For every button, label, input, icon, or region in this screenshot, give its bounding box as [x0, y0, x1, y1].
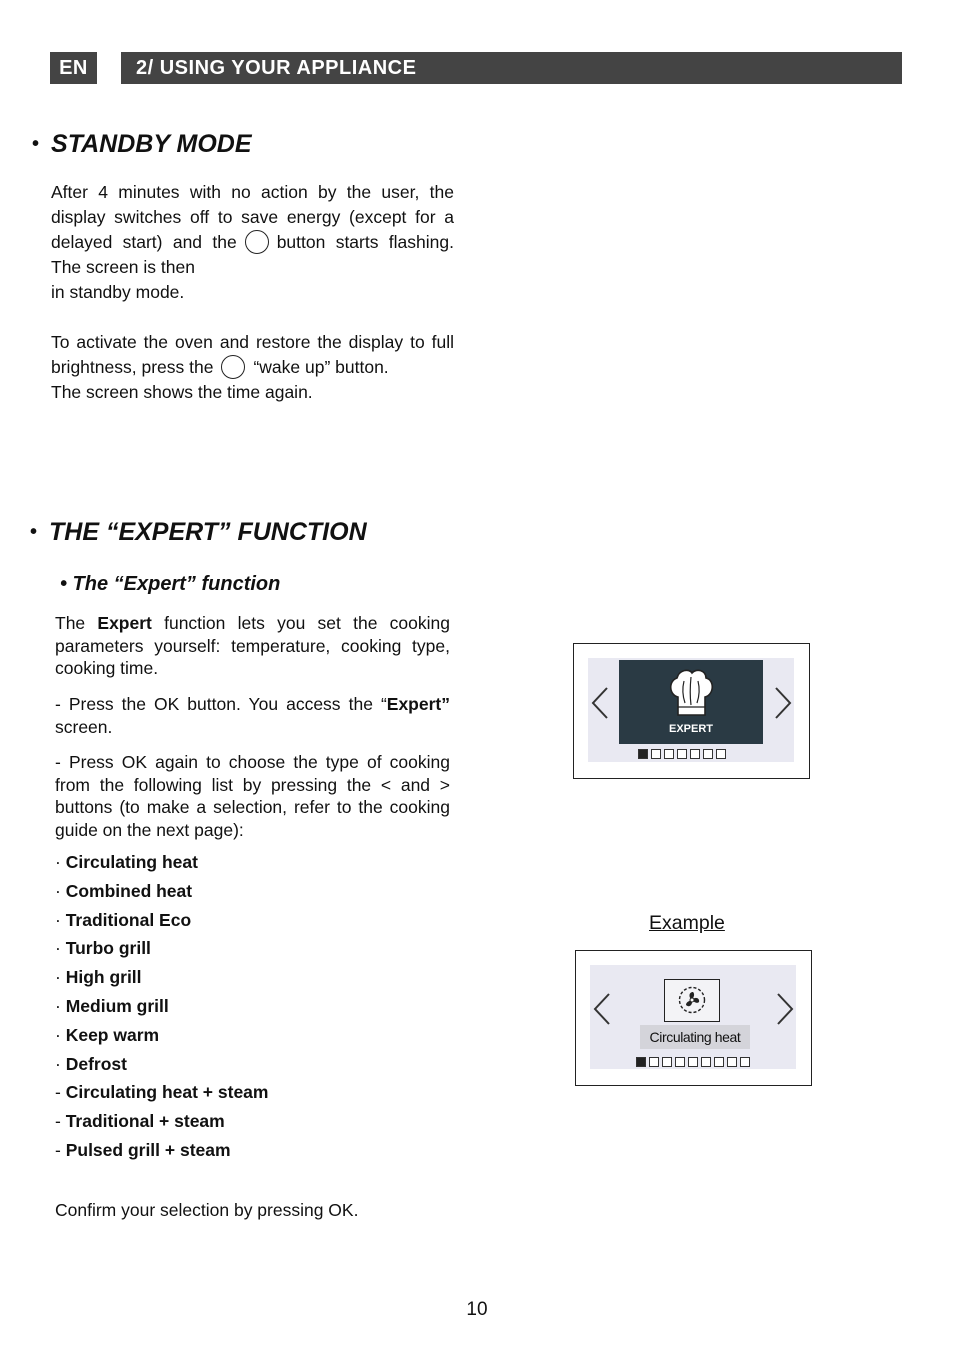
bullet: •: [32, 133, 40, 155]
chevron-right-icon: [773, 686, 793, 720]
function-label: Circulating heat: [640, 1025, 750, 1049]
expert-screen-illustration: [573, 643, 810, 779]
standby-p2-text-b: “wake up” button.: [253, 357, 389, 377]
chevron-left-icon: [590, 686, 610, 720]
cooking-function-item: [55, 877, 268, 906]
cooking-function-item: [55, 848, 268, 877]
standby-p1-text-c: in standby mode.: [51, 282, 185, 302]
page-indicator: [638, 749, 726, 759]
page-dot: [727, 1057, 737, 1067]
cooking-function-item: [55, 1021, 268, 1050]
standby-p1-text: After 4 minutes with no action by the user, the display switches off to save energy (except for a delayed start) and the: [51, 182, 454, 252]
page-dot: [662, 1057, 672, 1067]
bullet: •: [30, 521, 38, 543]
page-dot-active: [638, 749, 648, 759]
cooking-function-label: Keep warm: [65, 1024, 160, 1045]
chef-hat-icon: [665, 667, 717, 719]
page-dot: [703, 749, 713, 759]
chevron-left-icon: [592, 992, 612, 1026]
page-dot: [688, 1057, 698, 1067]
fan-icon: [677, 985, 707, 1015]
cooking-function-label: Medium grill: [65, 995, 169, 1016]
expert-step-1: [55, 693, 450, 738]
expert-intro-text: The: [55, 613, 86, 633]
list-bullet: -: [55, 1111, 66, 1132]
step1-bold: Expert”: [386, 694, 450, 714]
cooking-function-item: [55, 1136, 268, 1165]
step1-text: - Press the OK button. You access the “: [55, 694, 387, 714]
standby-paragraph-2: [51, 330, 454, 405]
cooking-function-item: [55, 1107, 268, 1136]
standby-p2-text: To activate the oven and restore the display to full brightness, press the: [51, 332, 454, 377]
list-bullet: ·: [55, 995, 66, 1016]
example-caption: Example: [649, 912, 725, 934]
cooking-function-label: Circulating heat + steam: [65, 1082, 269, 1103]
list-bullet: ·: [55, 852, 66, 872]
list-bullet: ·: [55, 880, 66, 901]
page-dot: [677, 749, 687, 759]
page-number: 10: [466, 1299, 488, 1320]
circulating-heat-screen-illustration: [575, 950, 812, 1086]
cooking-function-list: [55, 848, 268, 1165]
expert-intro-bold: Expert: [97, 613, 152, 633]
page-dot: [649, 1057, 659, 1067]
step1-text-b: screen.: [55, 716, 113, 737]
list-bullet: -: [55, 1082, 66, 1103]
expert-tile: [619, 660, 763, 744]
cooking-function-item: [55, 992, 268, 1021]
standby-p2-text-c: The screen shows the time again.: [51, 382, 313, 402]
page-dot: [675, 1057, 685, 1067]
expert-subtitle: • The “Expert” function: [60, 573, 281, 595]
cooking-function-item: [55, 963, 268, 992]
page-dot: [716, 749, 726, 759]
cooking-function-label: Defrost: [65, 1053, 127, 1074]
list-bullet: ·: [55, 1053, 66, 1074]
wake-up-button-icon: [221, 355, 245, 379]
page-dot: [664, 749, 674, 759]
power-button-icon: [245, 230, 269, 254]
expert-step-2: - Press OK again to choose the type of cooking from the following list by pressing the < and > buttons (to make a selection, refer to the cooking guide on the next page):: [55, 752, 450, 840]
standby-paragraph-1: [51, 180, 454, 305]
standby-heading: [32, 130, 252, 159]
cooking-function-label: Pulsed grill + steam: [65, 1139, 231, 1160]
cooking-function-label: Traditional + steam: [65, 1111, 225, 1132]
expert-intro-text-b: function lets you set the cooking parameters yourself: temperature, cooking type, cooking time.: [55, 613, 450, 678]
cooking-function-label: High grill: [65, 967, 142, 988]
list-bullet: -: [55, 1139, 66, 1160]
standby-title: STANDBY MODE: [51, 130, 252, 158]
page-dot-active: [636, 1057, 646, 1067]
section-header: 2/ USING YOUR APPLIANCE: [121, 52, 902, 84]
cooking-function-label: Combined heat: [65, 880, 193, 901]
list-bullet: ·: [55, 1024, 66, 1045]
cooking-function-label: Circulating heat: [65, 852, 198, 872]
page-dot: [651, 749, 661, 759]
standby-p1-text-b: button starts flashing. The screen is then: [51, 232, 454, 277]
cooking-function-label: Traditional Eco: [65, 909, 192, 930]
list-bullet: ·: [55, 938, 66, 959]
cooking-function-item: [55, 1078, 268, 1107]
page-dot: [714, 1057, 724, 1067]
expert-heading: [30, 518, 367, 547]
page-dot: [690, 749, 700, 759]
expert-tile-label: EXPERT: [668, 723, 713, 735]
language-tag: EN: [50, 52, 97, 84]
cooking-function-item: [55, 934, 268, 963]
list-bullet: ·: [55, 909, 66, 930]
cooking-function-item: [55, 1050, 268, 1079]
cooking-function-item: [55, 906, 268, 935]
cooking-function-label: Turbo grill: [65, 938, 151, 959]
page-indicator: [636, 1057, 750, 1067]
page-dot: [701, 1057, 711, 1067]
confirm-text: Confirm your selection by pressing OK.: [55, 1200, 359, 1220]
expert-title: THE “EXPERT” FUNCTION: [49, 518, 367, 546]
expert-intro: [55, 612, 450, 680]
chevron-right-icon: [775, 992, 795, 1026]
function-icon-box: [664, 979, 720, 1022]
list-bullet: ·: [55, 967, 66, 988]
page-dot: [740, 1057, 750, 1067]
